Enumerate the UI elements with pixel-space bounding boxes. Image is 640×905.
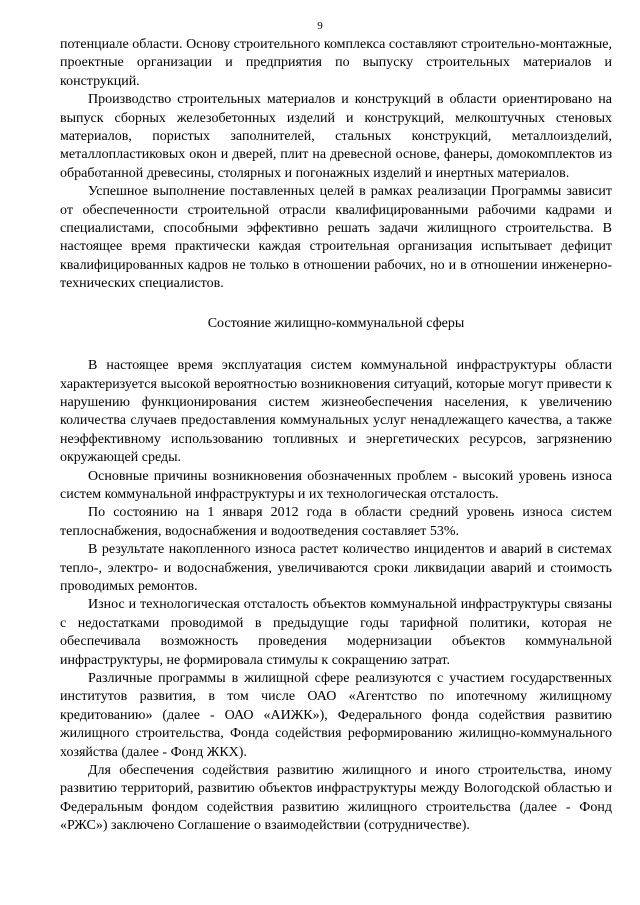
paragraph-main-causes: Основные причины возникновения обозначенных проблем - высокий уровень износа систем коммунальной инфраструктуры и их технологическая отсталость.: [60, 468, 612, 502]
paragraph-staffing: Успешное выполнение поставленных целей в рамках реализации Программы зависит от обеспеченности строительной отрасли квалифицированными рабочими кадрами и специалистами, способными эффективно решать задачи жилищного строительства. В настоящее время практически каждая строительная организация испытывает дефицит квалифицированных кадров не только в отношении рабочих, но и в отношении инженерно-технических специалистов.: [60, 184, 612, 292]
paragraph-infrastructure-state: В настоящее время эксплуатация систем коммунальной инфраструктуры области характеризуется высокой вероятностью возникновения ситуаций, которые могут привести к нарушению функционирования систем жизнеобеспечения населения, к увеличению количества случаев предоставления коммунальных услуг ненадлежащего качества, а также неэффективному использованию топливных и энергетических ресурсов, загрязнению окружающей среды.: [60, 358, 612, 466]
paragraph-wear-level: По состоянию на 1 января 2012 года в области средний уровень износа систем теплоснабжения, водоснабжения и водоотведения составляет 53%.: [60, 505, 612, 539]
paragraph-building-materials: Производство строительных материалов и конструкций в области ориентировано на выпуск сборных железобетонных изделий и конструкций, мелкоштучных стеновых материалов, пористых заполнителей, стальных конструкций, металлоизделий, металлопластиковых окон и дверей, плит на древесной основе, фанеры, домокомплектов из обработанной древесины, столярных и погонажных изделий и инертных материалов.: [60, 92, 612, 181]
paragraph-rzhs-agreement: Для обеспечения содействия развитию жилищного и иного строительства, иному развитию территорий, развитию объектов инфраструктуры между Вологодской областью и Федеральным фондом содействия развитию жилищного строительства (далее - Фонд «РЖС») заключено Соглашение о взаимодействии (сотрудничестве).: [60, 763, 612, 834]
section-heading: Состояние жилищно-коммунальной сферы: [207, 315, 465, 331]
paragraph-incidents: В результате накопленного износа растет количество инцидентов и аварий в системах тепло-, электро- и водоснабжения, увеличиваются сроки ликвидации аварий и стоимость проводимых ремонтов.: [60, 542, 612, 594]
paragraph-housing-programs: Различные программы в жилищной сфере реализуются с участием государственных институтов развития, в том числе ОАО «Агентство по ипотечному жилищному кредитованию» (далее - ОАО «АИЖК»), Федерального фонда содействия развитию жилищного строительства, Фонда содействия реформированию жилищно-коммунального хозяйства (далее - Фонд ЖКХ).: [60, 671, 612, 760]
paragraph-tariff-policy: Износ и технологическая отсталость объектов коммунальной инфраструктуры связаны с недостатками проводимой в предыдущие годы тарифной политики, которая не обеспечивала возможность проведения модернизации объектов коммунальной инфраструктуры, не формировала стимулы к сокращению затрат.: [60, 597, 612, 668]
paragraph-intro-continuation: потенциале области. Основу строительного комплекса составляют строительно-монтажные, проектные организации и предприятия по выпуску строительных материалов и конструкций.: [60, 37, 612, 89]
document-body: [60, 36, 612, 836]
page-number: 9: [317, 20, 323, 32]
